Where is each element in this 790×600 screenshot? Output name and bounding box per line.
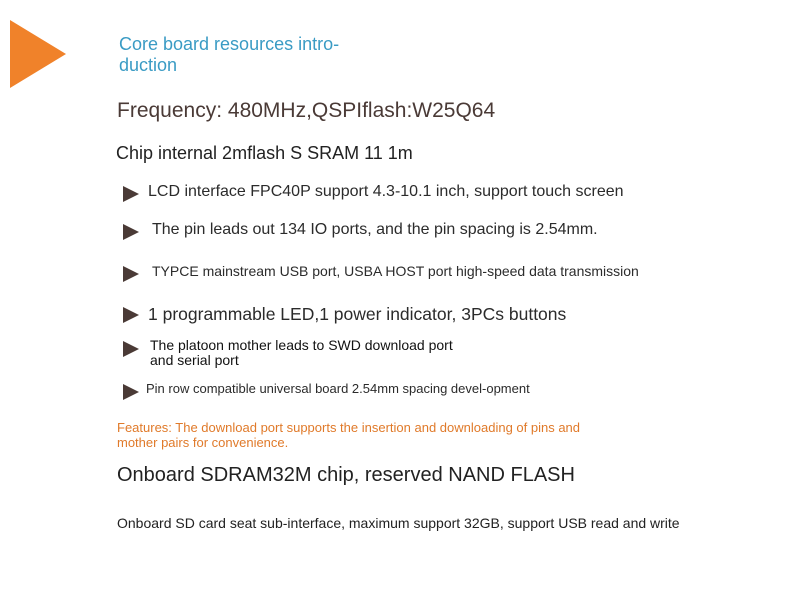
bullet-item-usb [122,263,639,283]
sd-card-line: Onboard SD card seat sub-interface, maximum support 32GB, support USB read and write [117,515,680,531]
frequency-line: Frequency: 480MHz,QSPIflash:W25Q64 [117,99,496,122]
chip-internal-line: Chip internal 2mflash S SRAM 11 1m [116,143,413,163]
bullet-text: The pin leads out 134 IO ports, and the pin spacing is 2.54mm. [152,221,598,238]
sdram-line: Onboard SDRAM32M chip, reserved NAND FLASH [117,464,575,486]
triangle-bullet-icon [122,306,140,324]
triangle-bullet-icon [122,185,140,203]
features-note: Features: The download port supports the insertion and downloading of pins and mother pairs for convenience. [117,420,581,450]
bullet-text: TYPCE mainstream USB port, USBA HOST port high-speed data transmission [152,263,639,279]
bullet-item-lcd [122,183,624,203]
triangle-bullet-icon [122,265,140,283]
triangle-bullet-icon [122,383,140,401]
bullet-text: LCD interface FPC40P support 4.3-10.1 inch, support touch screen [148,183,624,200]
bullet-text: Pin row compatible universal board 2.54mm spacing devel-opment [146,381,530,396]
bullet-text: 1 programmable LED,1 power indicator, 3PCs buttons [148,304,567,324]
bullet-item-swd [122,338,470,368]
triangle-bullet-icon [122,340,140,358]
bullet-item-pins [122,221,598,241]
bullet-text: The platoon mother leads to SWD download port and serial port [150,337,453,368]
bullet-item-led [122,304,566,325]
bullet-item-pin-row [122,381,546,401]
triangle-bullet-icon [122,223,140,241]
section-heading: Core board resources intro-duction [119,34,340,75]
orange-triangle-play-icon [10,20,66,88]
